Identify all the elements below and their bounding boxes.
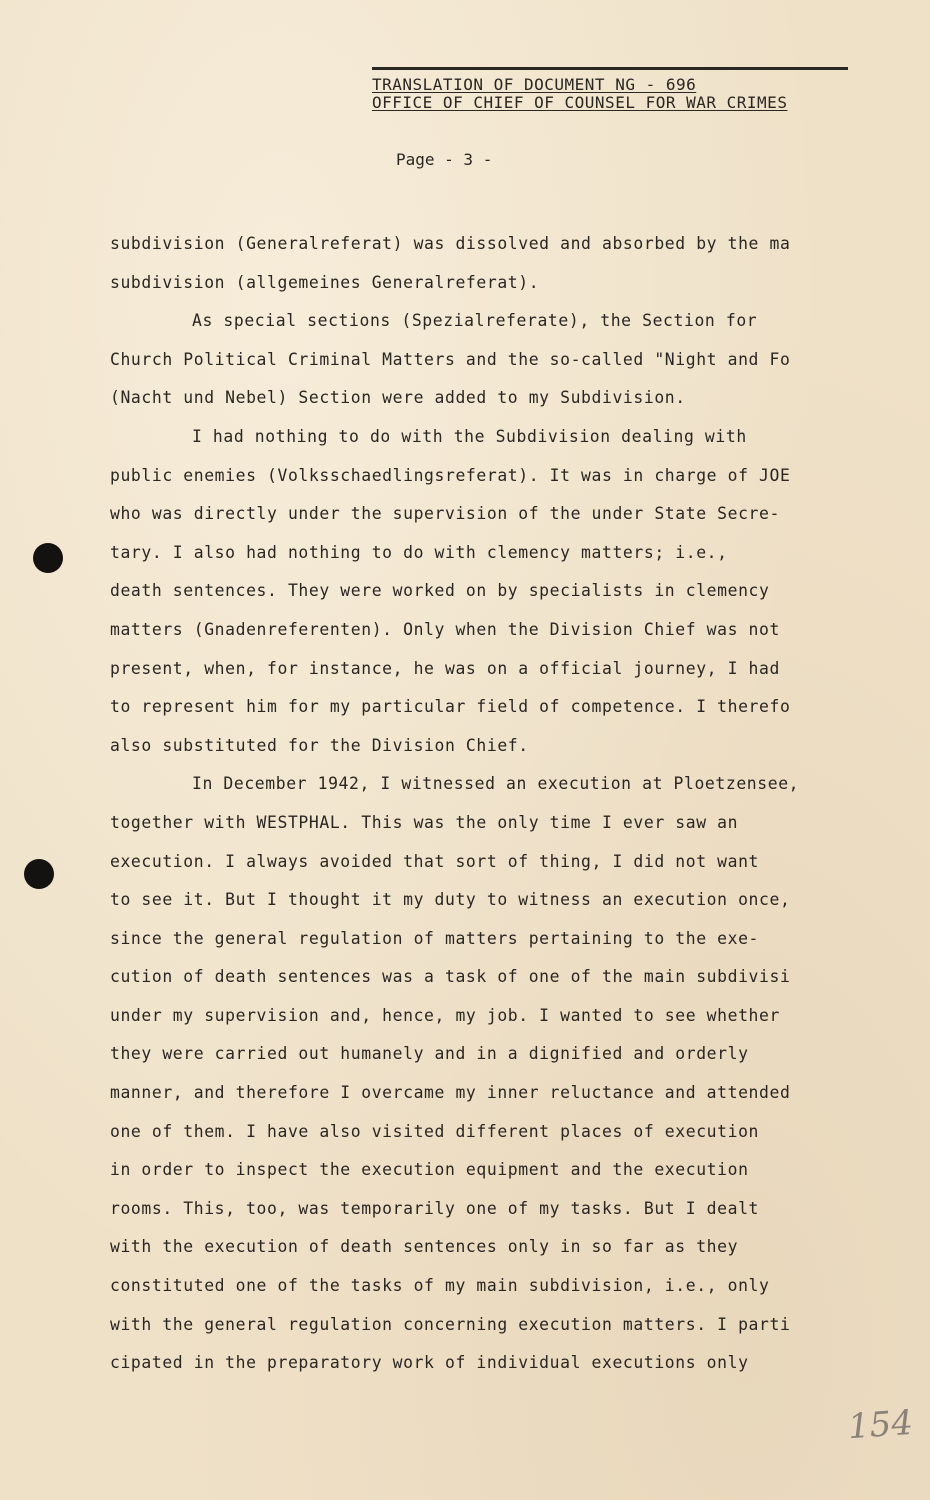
text-line: to see it. But I thought it my duty to witness an execution once, xyxy=(110,890,791,910)
text-line: manner, and therefore I overcame my inner reluctance and attended xyxy=(110,1083,791,1103)
text-line: also substituted for the Division Chief. xyxy=(110,735,529,755)
text-line: cution of death sentences was a task of one of the main subdivisi xyxy=(110,967,791,987)
punch-hole xyxy=(33,543,63,573)
text-line: to represent him for my particular field of competence. I therefo xyxy=(110,697,791,717)
text-line: tary. I also had nothing to do with clemency matters; i.e., xyxy=(110,542,728,562)
text-line: present, when, for instance, he was on a official journey, I had xyxy=(110,658,780,678)
text-line: constituted one of the tasks of my main subdivision, i.e., only xyxy=(110,1276,770,1296)
text-line: death sentences. They were worked on by specialists in clemency xyxy=(110,581,770,601)
text-line: (Nacht und Nebel) Section were added to my Subdivision. xyxy=(110,388,686,408)
text-line: In December 1942, I witnessed an execution at Ploetzensee, xyxy=(192,774,800,794)
text-line: public enemies (Volksschaedlingsreferat). It was in charge of JOE xyxy=(110,465,791,485)
text-line: rooms. This, too, was temporarily one of my tasks. But I dealt xyxy=(110,1198,760,1218)
text-line: together with WESTPHAL. This was the only time I ever saw an xyxy=(110,812,739,832)
translation-header: TRANSLATION OF DOCUMENT NG - 696 xyxy=(372,75,697,94)
text-line: subdivision (allgemeines Generalreferat). xyxy=(110,272,540,292)
text-line: matters (Gnadenreferenten). Only when the Division Chief was not xyxy=(110,619,780,639)
text-line: I had nothing to do with the Subdivision dealing with xyxy=(192,426,747,446)
punch-hole xyxy=(24,859,54,889)
handwritten-page-number: 154 xyxy=(846,1402,915,1448)
text-line: under my supervision and, hence, my job. I wanted to see whether xyxy=(110,1005,780,1025)
text-line: As special sections (Spezialreferate), the Section for xyxy=(192,311,758,331)
text-line: cipated in the preparatory work of individual executions only xyxy=(110,1353,749,1373)
text-line: who was directly under the supervision of the under State Secre- xyxy=(110,504,780,524)
office-header: OFFICE OF CHIEF OF COUNSEL FOR WAR CRIMES xyxy=(372,93,788,112)
text-line: subdivision (Generalreferat) was dissolved and absorbed by the ma xyxy=(110,234,791,253)
text-line: with the general regulation concerning execution matters. I parti xyxy=(110,1314,791,1334)
text-line: with the execution of death sentences only in so far as they xyxy=(110,1237,739,1257)
header-rule xyxy=(372,67,848,70)
text-line: execution. I always avoided that sort of thing, I did not want xyxy=(110,851,760,871)
text-line: in order to inspect the execution equipment and the execution xyxy=(110,1160,749,1180)
text-line: Church Political Criminal Matters and the so-called "Night and Fo xyxy=(110,349,791,369)
page-label: Page - 3 - xyxy=(396,150,493,169)
body-text xyxy=(110,225,870,1383)
text-line: they were carried out humanely and in a dignified and orderly xyxy=(110,1044,749,1064)
text-line: since the general regulation of matters pertaining to the exe- xyxy=(110,928,760,948)
text-line: one of them. I have also visited different places of execution xyxy=(110,1121,760,1141)
